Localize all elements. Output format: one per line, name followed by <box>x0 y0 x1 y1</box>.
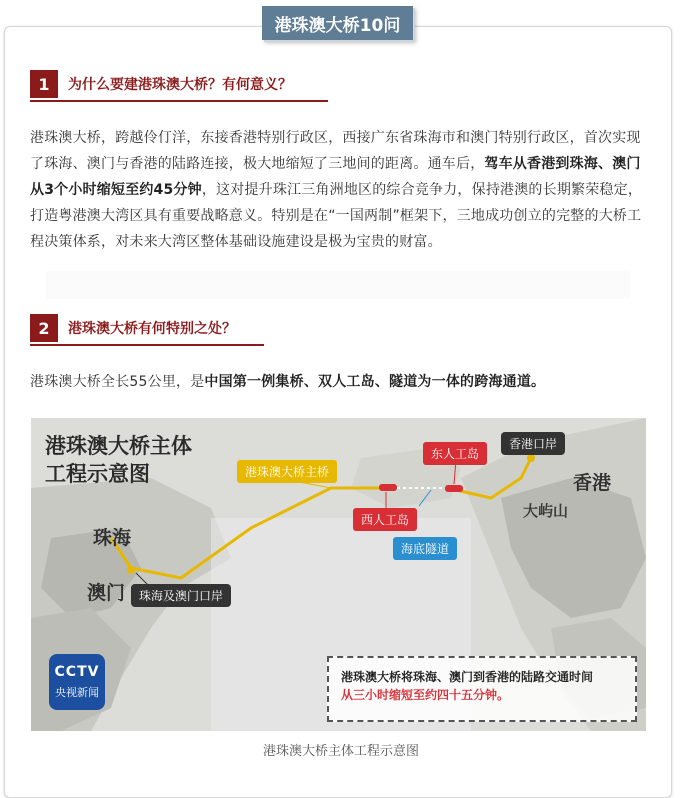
section-number: 1 <box>30 70 58 98</box>
notice-line-1: 港珠澳大桥将珠海、澳门到香港的陆路交通时间 <box>341 670 594 684</box>
image-caption: 港珠澳大桥主体工程示意图 <box>262 744 419 759</box>
lantau-label: 大屿山 <box>523 502 569 520</box>
section-number: 2 <box>30 314 58 342</box>
zhuhai-label: 珠海 <box>93 527 132 549</box>
east-island-label: 东人工岛 <box>423 442 487 465</box>
hk-port-label: 香港口岸 <box>501 432 565 455</box>
west-island-label: 西人工岛 <box>353 508 417 531</box>
paragraph-bold-text: 驾车从香港到珠海、澳门从3个小时缩短至约45分钟 <box>30 156 641 198</box>
paragraph-text: 港珠澳大桥全长55公里，是 <box>30 374 205 390</box>
zhuhai-macau-port-label: 珠海及澳门口岸 <box>131 584 231 607</box>
paragraph-1 <box>30 125 648 255</box>
map-heading-line1: 港珠澳大桥主体 <box>45 434 192 458</box>
paragraph-2 <box>30 369 648 395</box>
logo-subtext: 央视新闻 <box>55 686 99 699</box>
bridge-label: 港珠澳大桥主桥 <box>237 460 337 483</box>
notice-line-2: 从三小时缩短至约四十五分钟。 <box>341 688 510 702</box>
cctv-logo <box>49 654 105 710</box>
section-title: 为什么要建港珠澳大桥？有何意义？ <box>68 77 292 93</box>
paragraph-text: 港珠澳大桥，跨越伶仃洋，东接香港特别行政区，西接广东省珠海市和澳门特别行政区，首次实现了珠海、澳门与香港的陆路连接，极大地缩短了三地间的距离。通车后， <box>30 130 641 172</box>
section-1-header <box>30 68 328 102</box>
hongkong-label: 香港 <box>573 472 612 494</box>
logo-text: CCTV <box>54 664 100 680</box>
travel-time-notice <box>327 656 637 722</box>
map-heading-line2: 工程示意图 <box>45 462 150 486</box>
paragraph-bold-text: 中国第一例集桥、双人工岛、隧道为一体的跨海通道。 <box>204 374 546 390</box>
section-2-header <box>30 312 264 346</box>
paragraph-text: ，这对提升珠江三角洲地区的综合竞争力，保持港澳的长期繁荣稳定，打造粤港澳大湾区具有重要战略意义。特别是在“一国两制”框架下，三地成功创立的完整的大桥工程决策体系，对未来大湾区整体基础设施建设是极为宝贵的财富。 <box>30 182 643 250</box>
section-title: 港珠澳大桥有何特别之处？ <box>68 321 236 337</box>
spacer-bar <box>46 271 630 299</box>
bridge-map-image <box>31 418 646 731</box>
article-title: 港珠澳大桥10问 <box>262 6 413 40</box>
macau-label: 澳门 <box>87 582 126 604</box>
tunnel-label: 海底隧道 <box>393 537 457 560</box>
